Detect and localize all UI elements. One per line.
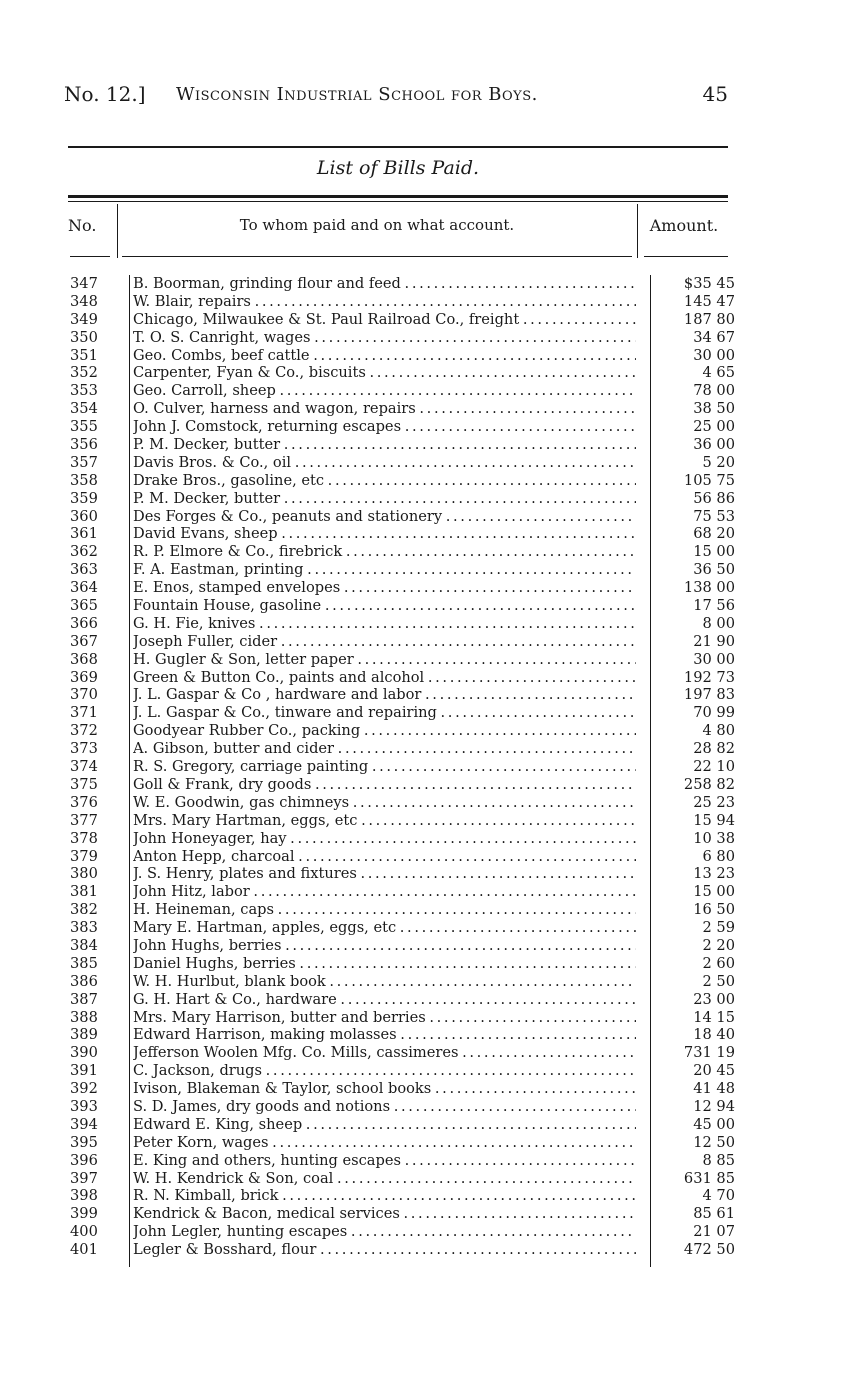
bill-number: 401 (70, 1241, 98, 1259)
bill-number: 375 (70, 775, 98, 793)
bill-amount: 16 50 (693, 901, 735, 919)
bill-amount: 36 50 (693, 561, 735, 579)
table-row (0, 1187, 841, 1205)
bill-number: 360 (70, 507, 98, 525)
bill-number: 387 (70, 990, 98, 1008)
bill-number: 370 (70, 686, 98, 704)
bill-number: 389 (70, 1026, 98, 1044)
bill-number: 395 (70, 1133, 98, 1151)
bill-description: Geo. Combs, beef cattle . . . (133, 347, 636, 365)
column-divider (637, 204, 638, 258)
table-row (0, 436, 841, 454)
table-row (0, 794, 841, 812)
table-row (0, 1026, 841, 1044)
bill-amount: 2 60 (702, 954, 735, 972)
table-row (0, 364, 841, 382)
bill-amount: 18 40 (693, 1026, 735, 1044)
bill-description: Edward E. King, sheep . . . (133, 1116, 636, 1134)
bill-number: 373 (70, 740, 98, 758)
bill-number: 361 (70, 525, 98, 543)
bill-number: 366 (70, 614, 98, 632)
bill-number: 348 (70, 292, 98, 310)
table-row (0, 955, 841, 973)
bill-amount: 13 23 (693, 865, 735, 883)
table-top-rule (68, 195, 728, 198)
table-row (0, 400, 841, 418)
bill-amount: 30 00 (693, 346, 735, 364)
bill-number: 374 (70, 758, 98, 776)
bill-description: Fountain House, gasoline . . . (133, 597, 636, 615)
bill-amount: 28 82 (693, 740, 735, 758)
bill-description: John J. Comstock, returning escapes . . . (133, 418, 636, 436)
bill-amount: 78 00 (693, 382, 735, 400)
document-number: No. 12.] (64, 82, 146, 106)
table-row (0, 472, 841, 490)
bill-amount: 70 99 (693, 704, 735, 722)
bill-description: Goodyear Rubber Co., packing . . . (133, 722, 636, 740)
bill-number: 383 (70, 919, 98, 937)
bill-number: 385 (70, 954, 98, 972)
bill-amount: 197 83 (683, 686, 735, 704)
bill-amount: 731 19 (683, 1044, 735, 1062)
bill-number: 394 (70, 1115, 98, 1133)
bill-amount: 4 80 (702, 722, 735, 740)
bill-number: 347 (70, 275, 98, 292)
bill-amount: 8 85 (702, 1151, 735, 1169)
bill-number: 388 (70, 1008, 98, 1026)
bill-description: W. H. Kendrick & Son, coal . . . (133, 1170, 636, 1188)
table-row (0, 579, 841, 597)
table-row (0, 1170, 841, 1188)
bill-amount: 2 59 (702, 919, 735, 937)
bill-number: 400 (70, 1223, 98, 1241)
column-header-amount: Amount. (649, 216, 719, 235)
bill-number: 357 (70, 453, 98, 471)
bill-description: E. Enos, stamped envelopes . . . (133, 579, 636, 597)
page-number: 45 (702, 82, 728, 106)
bill-description: Drake Bros., gasoline, etc . . . (133, 472, 636, 490)
table-row (0, 508, 841, 526)
bill-amount: 14 15 (693, 1008, 735, 1026)
bill-description: Anton Hepp, charcoal . . . (133, 848, 636, 866)
bill-description: Peter Korn, wages . . . (133, 1134, 636, 1152)
table-row (0, 1152, 841, 1170)
bill-number: 358 (70, 471, 98, 489)
bill-description: Joseph Fuller, cider . . . (133, 633, 636, 651)
bill-number: 359 (70, 489, 98, 507)
bill-amount: 6 80 (702, 847, 735, 865)
bill-description: W. H. Hurlbut, blank book . . . (133, 973, 636, 991)
bill-description: T. O. S. Canright, wages . . . (133, 329, 636, 347)
table-row (0, 1062, 841, 1080)
bill-description: Daniel Hughs, berries . . . (133, 955, 636, 973)
bill-description: J. L. Gaspar & Co , hardware and labor . . . (133, 686, 636, 704)
bill-description: Green & Button Co., paints and alcohol . . . (133, 669, 636, 687)
table-row (0, 490, 841, 508)
bill-number: 349 (70, 310, 98, 328)
column-header-no: No. (68, 216, 97, 235)
bill-number: 355 (70, 418, 98, 436)
bill-amount: 36 00 (693, 436, 735, 454)
bill-description: Goll & Frank, dry goods . . . (133, 776, 636, 794)
bill-description: R. N. Kimball, brick . . . (133, 1187, 636, 1205)
bill-description: H. Heineman, caps . . . (133, 901, 636, 919)
bill-description: W. Blair, repairs . . . (133, 293, 636, 311)
table-row (0, 525, 841, 543)
bill-number: 363 (70, 561, 98, 579)
table-row (0, 758, 841, 776)
bill-amount: 5 20 (702, 453, 735, 471)
table-row (0, 382, 841, 400)
bill-description: Mrs. Mary Hartman, eggs, etc . . . (133, 812, 636, 830)
table-row (0, 704, 841, 722)
bill-amount: 17 56 (693, 597, 735, 615)
bill-number: 396 (70, 1151, 98, 1169)
bill-description: E. King and others, hunting escapes . . . (133, 1152, 636, 1170)
bill-description: H. Gugler & Son, letter paper . . . (133, 651, 636, 669)
bill-amount: 15 00 (693, 883, 735, 901)
bill-description: F. A. Eastman, printing . . . (133, 561, 636, 579)
amount-column-rule (644, 256, 728, 257)
bill-description: Chicago, Milwaukee & St. Paul Railroad Co., freight . . . (133, 311, 636, 329)
table-row (0, 937, 841, 955)
table-row (0, 454, 841, 472)
bill-number: 397 (70, 1169, 98, 1187)
bill-number: 392 (70, 1080, 98, 1098)
bill-amount: 23 00 (693, 990, 735, 1008)
document-title: Wisconsin Industrial School for Boys. (176, 84, 538, 105)
bill-description: John Legler, hunting escapes . . . (133, 1223, 636, 1241)
table-row (0, 830, 841, 848)
bill-amount: 138 00 (683, 579, 735, 597)
bill-description: P. M. Decker, butter . . . (133, 436, 636, 454)
table-row (0, 311, 841, 329)
bill-amount: 38 50 (693, 400, 735, 418)
bill-amount: 2 20 (702, 936, 735, 954)
bill-amount: 4 70 (702, 1187, 735, 1205)
table-row (0, 1223, 841, 1241)
table-row (0, 883, 841, 901)
bill-number: 364 (70, 579, 98, 597)
bill-number: 353 (70, 382, 98, 400)
bill-amount: 4 65 (702, 364, 735, 382)
table-row (0, 812, 841, 830)
table-row (0, 991, 841, 1009)
column-divider (117, 204, 118, 258)
bill-amount: 68 20 (693, 525, 735, 543)
bill-description: O. Culver, harness and wagon, repairs . . . (133, 400, 636, 418)
table-row (0, 597, 841, 615)
table-row (0, 1205, 841, 1223)
bill-amount: 25 00 (693, 418, 735, 436)
bill-amount: 145 47 (683, 292, 735, 310)
bill-amount: 25 23 (693, 793, 735, 811)
bill-number: 382 (70, 901, 98, 919)
bill-amount: 472 50 (683, 1241, 735, 1259)
table-row (0, 1241, 841, 1259)
table-top-rule-thin (68, 201, 728, 202)
table-row (0, 669, 841, 687)
bill-amount: 20 45 (693, 1062, 735, 1080)
table-row (0, 543, 841, 561)
bill-number: 356 (70, 436, 98, 454)
bill-description: Mrs. Mary Harrison, butter and berries . . . (133, 1009, 636, 1027)
bill-description: A. Gibson, butter and cider . . . (133, 740, 636, 758)
bill-number: 371 (70, 704, 98, 722)
bill-description: S. D. James, dry goods and notions . . . (133, 1098, 636, 1116)
table-row (0, 418, 841, 436)
bill-number: 367 (70, 632, 98, 650)
bill-amount: 56 86 (693, 489, 735, 507)
bill-description: J. L. Gaspar & Co., tinware and repairing . . . (133, 704, 636, 722)
table-row (0, 686, 841, 704)
table-row (0, 973, 841, 991)
bill-number: 368 (70, 650, 98, 668)
bill-amount: 15 94 (693, 811, 735, 829)
bill-amount: 12 50 (693, 1133, 735, 1151)
bill-number: 372 (70, 722, 98, 740)
bill-number: 354 (70, 400, 98, 418)
bill-amount: 105 75 (683, 471, 735, 489)
bill-amount: 15 00 (693, 543, 735, 561)
bill-description: R. S. Gregory, carriage painting . . . (133, 758, 636, 776)
bill-amount: 187 80 (683, 310, 735, 328)
running-head (64, 82, 728, 112)
table-row (0, 1116, 841, 1134)
table-row (0, 848, 841, 866)
bill-amount: 41 48 (693, 1080, 735, 1098)
bill-description: David Evans, sheep . . . (133, 525, 636, 543)
bill-description: W. E. Goodwin, gas chimneys . . . (133, 794, 636, 812)
table-row (0, 347, 841, 365)
table-row (0, 776, 841, 794)
bill-description: G. H. Fie, knives . . . (133, 615, 636, 633)
header-rule (68, 146, 728, 148)
bill-number: 381 (70, 883, 98, 901)
bill-amount: 192 73 (683, 668, 735, 686)
table-row (0, 865, 841, 883)
table-row (0, 1080, 841, 1098)
bill-amount: 30 00 (693, 650, 735, 668)
bill-amount: $35 45 (683, 275, 735, 292)
bill-number: 376 (70, 793, 98, 811)
table-row (0, 722, 841, 740)
table-row (0, 1009, 841, 1027)
bill-number: 390 (70, 1044, 98, 1062)
bill-description: R. P. Elmore & Co., firebrick . . . (133, 543, 636, 561)
bill-amount: 85 61 (693, 1205, 735, 1223)
bill-number: 399 (70, 1205, 98, 1223)
table-row (0, 1134, 841, 1152)
bill-amount: 8 00 (702, 614, 735, 632)
bill-description: Jefferson Woolen Mfg. Co. Mills, cassimeres . . . (133, 1044, 636, 1062)
bill-number: 386 (70, 972, 98, 990)
table-row (0, 275, 841, 293)
bill-number: 398 (70, 1187, 98, 1205)
table-row (0, 293, 841, 311)
bill-description: C. Jackson, drugs . . . (133, 1062, 636, 1080)
bills-table-body (0, 275, 841, 1259)
bill-description: Davis Bros. & Co., oil . . . (133, 454, 636, 472)
bill-description: B. Boorman, grinding flour and feed . . . (133, 275, 636, 293)
column-header-description: To whom paid and on what account. (239, 216, 515, 234)
bill-number: 380 (70, 865, 98, 883)
no-column-rule (70, 256, 110, 257)
table-row (0, 740, 841, 758)
table-row (0, 651, 841, 669)
bill-number: 351 (70, 346, 98, 364)
table-row (0, 561, 841, 579)
bill-number: 378 (70, 829, 98, 847)
bill-amount: 12 94 (693, 1097, 735, 1115)
bill-description: John Hughs, berries . . . (133, 937, 636, 955)
bill-number: 362 (70, 543, 98, 561)
bill-amount: 45 00 (693, 1115, 735, 1133)
description-column-rule (122, 256, 632, 257)
bill-description: J. S. Henry, plates and fixtures . . . (133, 865, 636, 883)
table-row (0, 615, 841, 633)
bill-description: John Hitz, labor . . . (133, 883, 636, 901)
table-caption: List of Bills Paid. (316, 157, 480, 179)
bill-number: 350 (70, 328, 98, 346)
bill-description: Mary E. Hartman, apples, eggs, etc . . . (133, 919, 636, 937)
bill-description: Kendrick & Bacon, medical services . . . (133, 1205, 636, 1223)
table-row (0, 633, 841, 651)
bill-amount: 631 85 (683, 1169, 735, 1187)
bill-description: Legler & Bosshard, flour . . . (133, 1241, 636, 1259)
table-row (0, 329, 841, 347)
table-row (0, 1044, 841, 1062)
bill-description: G. H. Hart & Co., hardware . . . (133, 991, 636, 1009)
bill-description: Carpenter, Fyan & Co., biscuits . . . (133, 364, 636, 382)
bill-number: 391 (70, 1062, 98, 1080)
bill-amount: 21 07 (693, 1223, 735, 1241)
bill-number: 377 (70, 811, 98, 829)
bill-number: 393 (70, 1097, 98, 1115)
table-row (0, 1098, 841, 1116)
table-row (0, 901, 841, 919)
bill-number: 369 (70, 668, 98, 686)
bill-amount: 10 38 (693, 829, 735, 847)
bill-description: Ivison, Blakeman & Taylor, school books . . . (133, 1080, 636, 1098)
bill-amount: 21 90 (693, 632, 735, 650)
bill-description: John Honeyager, hay . . . (133, 830, 636, 848)
bill-number: 384 (70, 936, 98, 954)
bill-number: 379 (70, 847, 98, 865)
bill-amount: 258 82 (683, 775, 735, 793)
bill-description: Edward Harrison, making molasses . . . (133, 1026, 636, 1044)
bill-description: Geo. Carroll, sheep . . . (133, 382, 636, 400)
bill-description: P. M. Decker, butter . . . (133, 490, 636, 508)
bill-amount: 22 10 (693, 758, 735, 776)
bill-description: Des Forges & Co., peanuts and stationery . . . (133, 508, 636, 526)
bill-amount: 2 50 (702, 972, 735, 990)
bill-number: 352 (70, 364, 98, 382)
bill-amount: 34 67 (693, 328, 735, 346)
table-row (0, 919, 841, 937)
bill-number: 365 (70, 597, 98, 615)
bill-amount: 75 53 (693, 507, 735, 525)
